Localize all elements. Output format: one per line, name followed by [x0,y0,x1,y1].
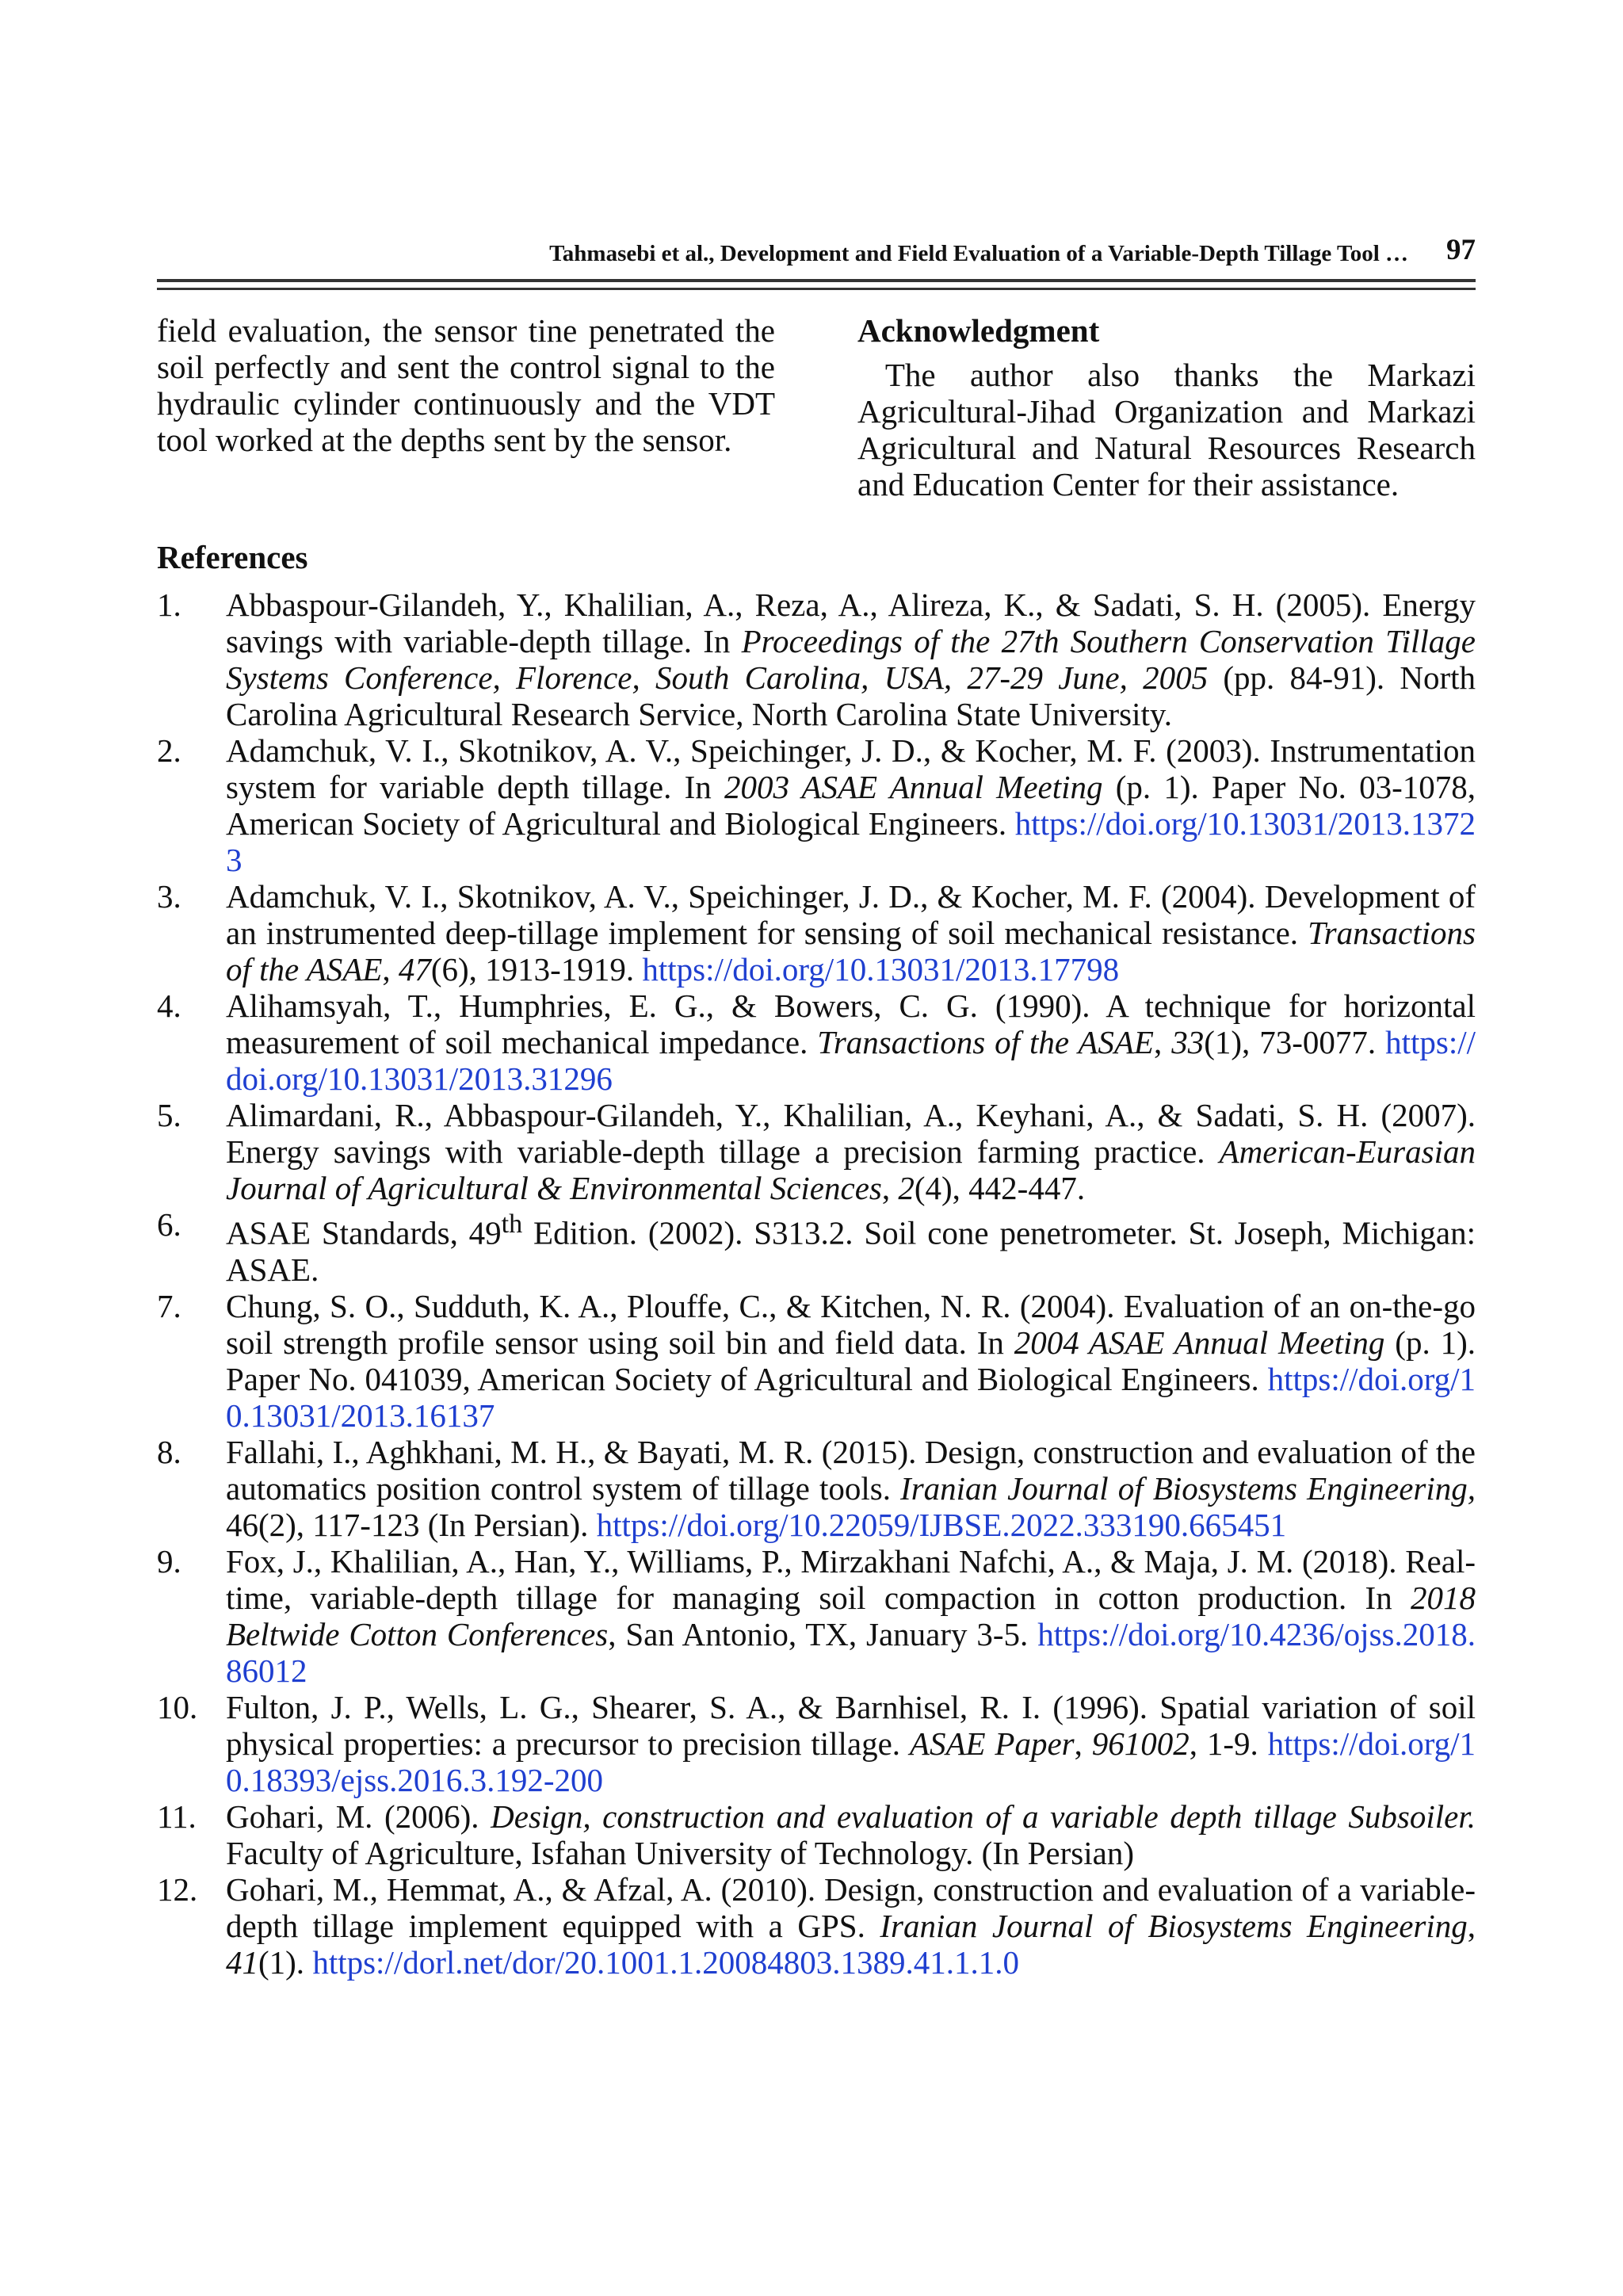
reference-number: 11. [157,1797,197,1835]
reference-text: , San Antonio, TX, January 3-5. [608,1615,1038,1652]
reference-text: (p. 1). Paper No. 041039, American Society of Agricultural and Biological Engineers. [226,1324,1476,1397]
reference-source: 2004 ASAE Annual Meeting [1014,1324,1385,1361]
doi-link[interactable]: https://doi.org/10.13031/2013.17798 [642,951,1120,988]
reference-text: Adamchuk, V. I., Skotnikov, A. V., Speichinger, J. D., & Kocher, M. F. (2004). Development of an instrumented deep-tillage implement for sensing of soil mechanical resistance. [226,878,1476,951]
body-paragraph: field evaluation, the sensor tine penetrated the soil perfectly and sent the control signal to the hydraulic cylinder continuously and the VDT tool worked at the depths sent by the sensor. [157,312,775,458]
reference-text: Abbaspour-Gilandeh, Y., Khalilian, A., Reza, A., Alireza, K., & Sadati, S. H. (2005). Energy savings with variable-depth tillage. In [226,586,1476,659]
reference-source: Proceedings of the 27th Southern Conservation Tillage Systems Conference, Florence, South Carolina, USA, 27-29 June, 2005 [226,623,1476,696]
reference-source: ASAE Paper [909,1725,1075,1762]
acknowledgment-text: The author also thanks the Markazi Agricultural-Jihad Organization and Markazi Agricultural and Natural Resources Research and Education Center for their assistance. [857,357,1476,502]
reference-item [157,586,1476,732]
reference-text: (4), 442-447. [914,1170,1086,1206]
reference-number: 5. [157,1097,181,1133]
reference-item [157,1206,1476,1288]
doi-link[interactable]: https://doi.org/10.4236/ojss.2018.86012 [226,1615,1476,1689]
reference-text: Fox, J., Khalilian, A., Han, Y., Williams, P., Mirzakhani Nafchi, A., & Maja, J. M. (2018). Real-time, variable-depth tillage for managing soil compaction in cotton production. In [226,1542,1476,1616]
reference-item [157,1689,1476,1798]
reference-text: , [1467,1907,1476,1944]
reference-text: Edition. (2002). S313.2. Soil cone penetrometer. St. Joseph, Michigan: ASAE. [226,1214,1476,1288]
reference-volume: 961002 [1091,1725,1190,1762]
running-title: Tahmasebi et al., Development and Field Evaluation of a Variable-Depth Tillage Tool … [549,241,1408,266]
reference-text: , 1-9. [1189,1725,1268,1762]
doi-link[interactable]: https://doi.org/10.18393/ejss.2016.3.192-200 [226,1725,1476,1798]
reference-text: Fulton, J. P., Wells, L. G., Shearer, S. A., & Barnhisel, R. I. (1996). Spatial variation of soil physical properties: a precursor to precision tillage. [226,1688,1476,1762]
references-heading: References [157,539,308,575]
reference-item [157,1097,1476,1206]
header-double-rule [157,279,1476,290]
reference-text: Adamchuk, V. I., Skotnikov, A. V., Speichinger, J. D., & Kocher, M. F. (2003). Instrumentation system for variable depth tillage. In [226,732,1476,805]
reference-volume: 33 [1171,1024,1205,1060]
reference-text: (1). [258,1943,313,1981]
acknowledgment-section [857,312,1476,502]
left-column [157,312,775,458]
reference-volume: 2 [898,1170,915,1206]
reference-item [157,1434,1476,1543]
reference-number: 1. [157,586,181,623]
reference-text: (1), 73-0077. [1204,1024,1386,1060]
reference-number: 2. [157,732,181,769]
reference-text: Faculty of Agriculture, Isfahan University of Technology. (In Persian) [226,1834,1134,1871]
reference-source: Iranian Journal of Biosystems Engineering, [900,1469,1476,1507]
reference-text: ASAE Standards, 49 [226,1214,502,1251]
reference-source: Iranian Journal of Biosystems Engineering [880,1907,1468,1944]
reference-item [157,878,1476,988]
reference-item [157,732,1476,878]
reference-number: 4. [157,988,181,1024]
reference-text: Alimardani, R., Abbaspour-Gilandeh, Y., Khalilian, A., Keyhani, A., & Sadati, S. H. (2007). Energy savings with variable-depth tillage a precision farming practice. [226,1097,1476,1170]
superscript: th [501,1209,523,1239]
doi-link[interactable]: https://dorl.net/dor/20.1001.1.20084803.1389.41.1.1.0 [312,1943,1020,1981]
reference-text: 46(2), 117-123 (In Persian). [226,1506,597,1543]
reference-item [157,1871,1476,1981]
reference-text: (6), 1913-1919. [430,951,643,988]
reference-text: , [1153,1024,1172,1060]
reference-number: 8. [157,1433,181,1470]
reference-source: Transactions of the ASAE [226,915,1476,988]
doi-link[interactable]: https://doi.org/10.13031/2013.31296 [226,1024,1476,1097]
reference-text: , [1074,1725,1092,1762]
page-number: 97 [1446,234,1476,266]
reference-item [157,988,1476,1097]
reference-number: 3. [157,878,181,915]
references-section [157,539,1476,1981]
doi-link[interactable]: https://doi.org/10.13031/2013.13723 [226,805,1476,878]
reference-text: , [881,1170,899,1206]
reference-list [157,586,1476,1981]
reference-number: 10. [157,1688,198,1725]
reference-source: Transactions of the ASAE [817,1024,1154,1060]
doi-link[interactable]: https://doi.org/10.13031/2013.16137 [226,1360,1476,1434]
running-header [157,231,1476,271]
reference-text: (pp. 84-91). North Carolina Agricultural Research Service, North Carolina State University. [226,659,1476,732]
reference-source: Design, construction and evaluation of a variable depth tillage Subsoiler. [491,1797,1476,1835]
reference-number: 6. [157,1206,181,1243]
doi-link[interactable]: https://doi.org/10.22059/IJBSE.2022.333190.665451 [596,1506,1287,1543]
reference-text: Gohari, M. (2006). [226,1797,491,1835]
acknowledgment-heading: Acknowledgment [857,312,1100,349]
reference-text: Chung, S. O., Sudduth, K. A., Plouffe, C., & Kitchen, N. R. (2004). Evaluation of an on-the-go soil strength profile sensor using soil bin and field data. In [226,1287,1476,1361]
reference-source: 2003 ASAE Annual Meeting [724,769,1103,805]
reference-number: 12. [157,1870,198,1908]
reference-number: 9. [157,1542,181,1580]
reference-text: Gohari, M., Hemmat, A., & Afzal, A. (2010). Design, construction and evaluation of a variable-depth tillage implement equipped with a GPS. [226,1870,1476,1944]
reference-text: Fallahi, I., Aghkhani, M. H., & Bayati, M. R. (2015). Design, construction and evaluation of the automatics position control system of tillage tools. [226,1433,1476,1507]
reference-text: (p. 1). Paper No. 03-1078, American Society of Agricultural and Biological Engineers. [226,769,1476,842]
reference-text: Alihamsyah, T., Humphries, E. G., & Bowers, C. G. (1990). A technique for horizontal measurement of soil mechanical impedance. [226,988,1476,1060]
reference-item [157,1798,1476,1871]
reference-item [157,1288,1476,1434]
reference-volume: 41 [226,1943,258,1981]
reference-volume: 47 [398,951,431,988]
reference-source: American-Eurasian Journal of Agricultural & Environmental Sciences [226,1133,1476,1206]
reference-text: , [382,951,399,988]
reference-item [157,1543,1476,1689]
reference-source: 2018 Beltwide Cotton Conferences [226,1579,1476,1652]
reference-number: 7. [157,1287,181,1324]
